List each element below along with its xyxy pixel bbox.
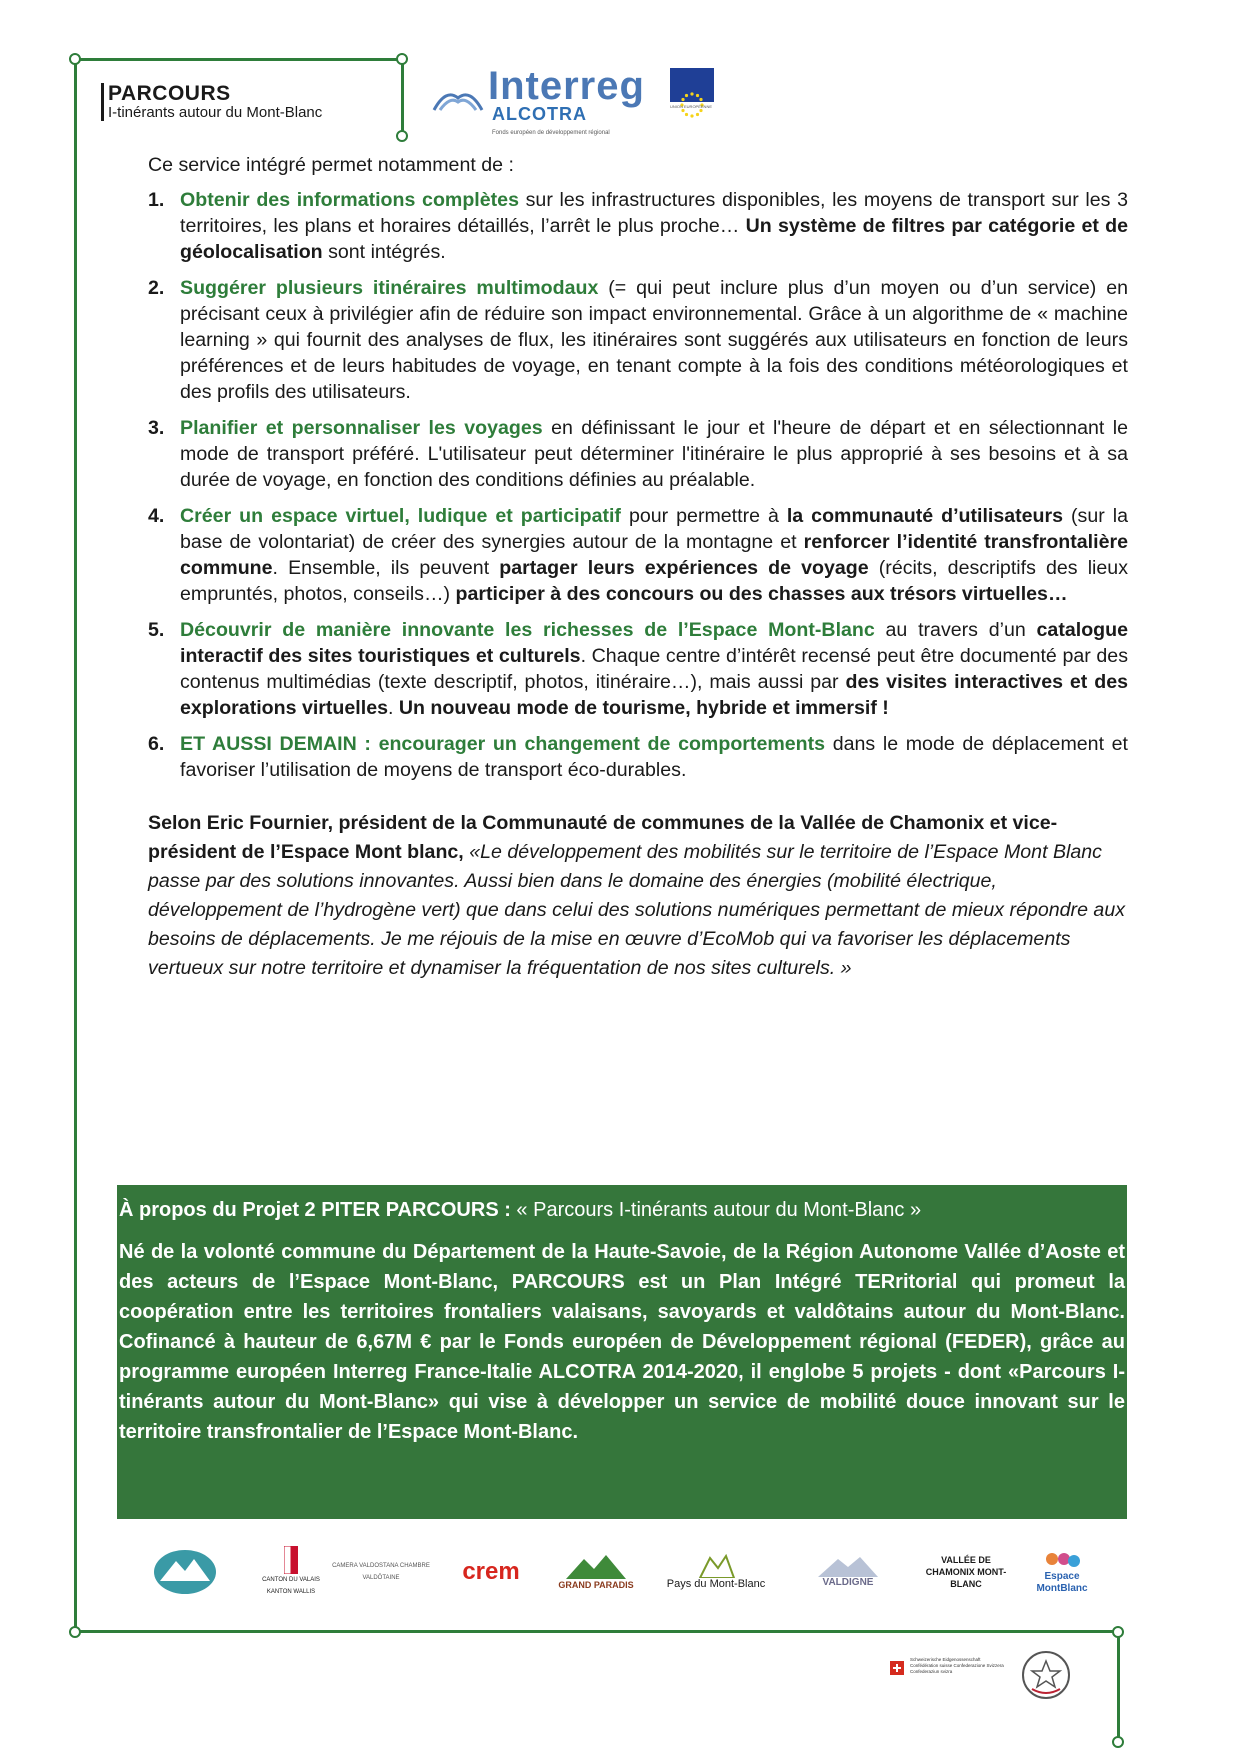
- frame-dot: [1112, 1736, 1124, 1748]
- frame-dot: [1112, 1626, 1124, 1638]
- interreg-fund: Fonds européen de développement régional: [492, 130, 610, 136]
- main-content: [148, 152, 1128, 983]
- espace-mont-blanc-logo: [150, 1540, 220, 1604]
- item-text: sont intégrés.: [322, 241, 446, 263]
- item-text: la communauté d’utilisateurs: [786, 505, 1064, 527]
- feature-item: [148, 415, 1128, 493]
- interreg-program: ALCOTRA: [492, 104, 587, 124]
- feature-list: [148, 187, 1128, 783]
- frame-right-bottom-line: [1117, 1630, 1120, 1740]
- about-title-rest: « Parcours I-tinérants autour du Mont-Blanc »: [510, 1199, 922, 1221]
- valdigne-logo: VALDIGNE: [808, 1540, 888, 1604]
- feature-item: [148, 275, 1128, 405]
- item-text: Un système de filtres par catégorie et de géolocalisation: [180, 215, 1128, 263]
- vallee-chamonix-logo: VALLÉE DE CHAMONIX MONT-BLANC: [925, 1555, 1007, 1589]
- item-heading: Planifier et personnaliser les voyages: [180, 417, 543, 439]
- swiss-flag-icon: [890, 1661, 904, 1675]
- eu-caption: UNION EUROPÉENNE: [670, 104, 713, 109]
- item-text: (récits, descriptifs des lieux empruntés, photos, conseils…): [180, 557, 1128, 605]
- frame-top-line: [74, 58, 404, 61]
- espace-montblanc-logo: Espace MontBlanc: [1030, 1540, 1094, 1604]
- feature-item: [148, 617, 1128, 721]
- intro-text: Ce service intégré permet notamment de :: [148, 154, 514, 176]
- canton-valais-logo: CANTON DU VALAIS KANTON WALLIS: [262, 1540, 320, 1604]
- grand-paradis-logo: GRAND PARADIS: [556, 1540, 636, 1604]
- chambre-valdotaine-logo: CAMERA VALDOSTANA CHAMBRE VALDÔTAINE: [332, 1563, 430, 1581]
- frame-dot: [69, 1626, 81, 1638]
- brand-title: PARCOURS: [108, 82, 231, 105]
- item-number: 6.: [148, 733, 165, 755]
- item-text: dans le mode de déplacement et favoriser l’utilisation de moyens de transport éco-durables.: [180, 733, 1128, 781]
- about-text: Né de la volonté commune du Département de la Haute-Savoie, de la Région Autonome Vallée d’Aoste et des acteurs de l’Espace Mont-Blanc, PARCOURS est un Plan Intégré TERritorial qui promeut la coopération entre les territoires frontaliers valaisans, savoyards et valdôtains autour du Mont-Blanc. Cofinancé à hauteur de 6,67M € par le Fonds européen de Développement régional (FEDER), grâce au programme européen Interreg France-Italie ALCOTRA 2014-2020, il englobe 5 projets - dont «Parcours I-tinérants autour du Mont-Blanc» qui vise à développer un service de mobilité douce innovant sur le territoire transfrontalier de l’Espace Mont-Blanc.: [119, 1241, 1125, 1443]
- item-text: au travers d’un: [874, 619, 1037, 641]
- item-number: 2.: [148, 277, 165, 299]
- interreg-name: Interreg: [488, 64, 645, 108]
- item-text: des visites interactives et des explorations virtuelles: [180, 671, 1128, 719]
- frame-right-top-line: [401, 58, 404, 136]
- feature-item: [148, 731, 1128, 783]
- crem-logo: crem: [462, 1558, 520, 1585]
- item-text: sur les infrastructures disponibles, les moyens de transport sur les 3 territoires, les plans et horaires détaillés, l’arrêt le plus proche…: [180, 189, 1128, 237]
- item-number: 1.: [148, 189, 165, 211]
- item-text: renforcer l’identité transfrontalière commune: [180, 531, 1128, 579]
- quote-text: «Le développement des mobilités sur le territoire de l’Espace Mont Blanc passe par des solutions innovantes. Aussi bien dans le domaine des énergies (mobilité électrique, développement de l’hydrogène vert) que dans celui des solutions numériques permettant de mieux répondre aux besoins de déplacements. Je me réjouis de la mise en œuvre d’EcoMob qui va favoriser les déplacements vertueux sur notre territoire et dynamiser la fréquentation de nos sites culturels. »: [148, 841, 1126, 979]
- item-heading: Créer un espace virtuel, ludique et participatif: [180, 505, 621, 527]
- item-text: pour permettre à: [620, 505, 787, 527]
- eu-flag-icon: [670, 68, 714, 102]
- italian-emblem-icon: [1022, 1651, 1070, 1699]
- item-heading: Obtenir des informations complètes: [180, 189, 519, 211]
- swiss-confederation-text: Schweizerische Eidgenossenschaft Confédération suisse Confederazione Svizzera Confederaziun svizra: [910, 1657, 1004, 1674]
- about-title-bold: À propos du Projet 2 PITER PARCOURS :: [119, 1199, 511, 1221]
- frame-dot: [396, 53, 408, 65]
- pays-mont-blanc-logo: Pays du Mont-Blanc: [666, 1540, 766, 1604]
- item-text: catalogue interactif des sites touristiques et culturels: [180, 619, 1128, 667]
- item-text: (sur la base de volontariat) de créer des synergies autour de la montagne et: [180, 505, 1129, 553]
- item-text: Un nouveau mode de tourisme, hybride et immersif !: [398, 697, 889, 719]
- parcours-brand: [101, 83, 322, 121]
- item-number: 3.: [148, 417, 165, 439]
- footer-logos: [890, 1645, 1080, 1705]
- item-heading: Découvrir de manière innovante les richesses de l’Espace Mont-Blanc: [180, 619, 875, 641]
- item-text: .: [387, 697, 399, 719]
- frame-dot: [396, 130, 408, 142]
- frame-left-line: [74, 58, 77, 1633]
- about-box: [117, 1185, 1127, 1519]
- item-text: (= qui peut inclure plus d’un moyen ou d’un service) en précisant ceux à privilégier afin de réduire son impact environnemental. Grâce à un algorithme de « machine learning » qui fournit des analyses de flux, les itinéraires sont suggérés aux utilisateurs en fonction de leurs préférences et de leurs habitudes de voyage, en tenant compte à la fois des conditions météorologiques et des profils des utilisateurs.: [180, 277, 1128, 403]
- item-text: . Chaque centre d’intérêt recensé peut être documenté par des contenus multimédias (texte descriptif, photos, itinéraire…), mais aussi par: [180, 645, 1129, 693]
- item-text: participer à des concours ou des chasses aux trésors virtuelles…: [455, 583, 1068, 605]
- quote-block: [148, 809, 1128, 983]
- about-title: [119, 1189, 1125, 1231]
- quote-lead: Selon Eric Fournier, président de la Communauté de communes de la Vallée de Chamonix et vice-président de l’Espace Mont blanc,: [148, 812, 1058, 863]
- item-number: 4.: [148, 505, 165, 527]
- interreg-logo: [432, 64, 722, 144]
- item-heading: ET AUSSI DEMAIN : encourager un changement de comportements: [180, 733, 826, 755]
- item-text: . Ensemble, ils peuvent: [272, 557, 500, 579]
- partner-logos: [150, 1540, 1110, 1606]
- frame-bottom-line: [74, 1630, 1120, 1633]
- item-text: partager leurs expériences de voyage: [499, 557, 869, 579]
- frame-dot: [69, 53, 81, 65]
- item-heading: Suggérer plusieurs itinéraires multimodaux: [180, 277, 599, 299]
- item-number: 5.: [148, 619, 165, 641]
- brand-subtitle: I-tinérants autour du Mont-Blanc: [108, 104, 323, 121]
- feature-item: [148, 503, 1128, 607]
- interreg-wave-icon: [432, 84, 484, 114]
- feature-item: [148, 187, 1128, 265]
- item-text: en définissant le jour et l'heure de départ et en sélectionnant le mode de transport préféré. L'utilisateur peut déterminer l'itinéraire le plus approprié à ses besoins et à sa durée de voyage, en fonction des conditions définies au préalable.: [180, 417, 1129, 491]
